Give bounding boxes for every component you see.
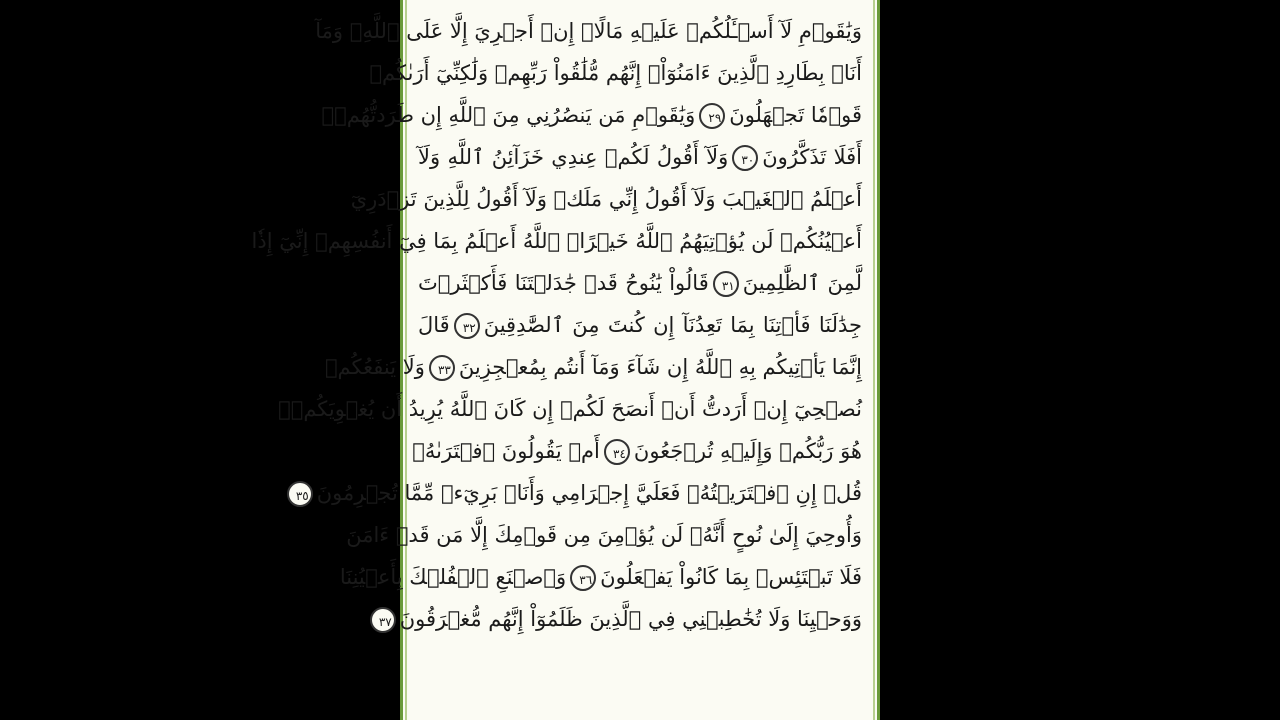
verse-text: وَيَٰقَوۡمِ مَن يَنصُرُنِي مِنَ ٱللَّهِ إِن طَرَدتُّهُمۡۚ <box>321 103 696 127</box>
verse-text: وَلَآ أَقُولُ لَكُمۡ عِندِي خَزَآئِنُ ٱللَّهِ وَلَآ <box>418 145 729 169</box>
ayah-number-marker: ٣٧ <box>370 607 396 633</box>
verse-text: وَلَا يَنفَعُكُمۡ <box>324 355 425 379</box>
verse-line <box>315 10 862 52</box>
ayah-number-marker: ٣١ <box>713 271 739 297</box>
ayah-number-marker: ٣٠ <box>732 145 758 171</box>
ayah-number-marker: ٣٢ <box>454 313 480 339</box>
verse-text: قُلۡ إِنِ ٱفۡتَرَيۡتُهُۥ فَعَلَيَّ إِجۡرَامِي وَأَنَا۠ بَرِيٓءٞ مِّمَّا تُجۡرِمُونَ <box>316 481 862 505</box>
verse-text: أَنَا۠ بِطَارِدِ ٱلَّذِينَ ءَامَنُوٓاْۚ إِنَّهُم مُّلَٰقُواْ رَبِّهِمۡ وَلَٰكِنِّيٓ أَرَىٰكُمۡ <box>369 61 862 85</box>
verse-line <box>346 514 862 556</box>
verse-text: جِدَٰلَنَا فَأۡتِنَا بِمَا تَعِدُنَآ إِن كُنتَ مِنَ ٱلصَّٰدِقِينَ <box>483 313 862 337</box>
verse-line <box>350 178 862 220</box>
verse-line <box>378 598 862 640</box>
verse-text: أَمۡ يَقُولُونَ ٱفۡتَرَىٰهُۖ <box>412 439 600 463</box>
verse-text: وَوَحۡيِنَا وَلَا تُخَٰطِبۡنِي فِي ٱلَّذِينَ ظَلَمُوٓاْ إِنَّهُم مُّغۡرَقُونَ <box>399 607 862 631</box>
verse-line <box>278 388 862 430</box>
ayah-number-marker: ٢٩ <box>699 103 725 129</box>
ayah-number-marker: ٣٦ <box>570 565 596 591</box>
ayah-number-marker: ٣٤ <box>604 439 630 465</box>
verse-text: قَالُواْ يَٰنُوحُ قَدۡ جَٰدَلۡتَنَا فَأَكۡثَرۡتَ <box>418 271 709 295</box>
verse-text: إِنَّمَا يَأۡتِيكُم بِهِ ٱللَّهُ إِن شَآءَ وَمَآ أَنتُم بِمُعۡجِزِينَ <box>458 355 862 379</box>
verse-line <box>295 472 862 514</box>
mushaf-page <box>251 0 880 720</box>
verse-text: أَعۡيُنُكُمۡ لَن يُؤۡتِيَهُمُ ٱللَّهُ خَيۡرًاۖ ٱللَّهُ أَعۡلَمُ بِمَا فِيٓ أَنفُسِهِمۡ إِنِّيٓ إِذٗا <box>251 229 862 253</box>
verse-text: أَعۡلَمُ ٱلۡغَيۡبَ وَلَآ أَقُولُ إِنِّي مَلَكٞ وَلَآ أَقُولُ لِلَّذِينَ تَزۡدَرِيٓ <box>350 187 862 211</box>
verse-line <box>418 304 862 346</box>
verse-text: قَالَ <box>418 313 450 337</box>
verse-text: وَيَٰقَوۡمِ لَآ أَسۡـَٔلُكُمۡ عَلَيۡهِ مَالًاۖ إِنۡ أَجۡرِيَ إِلَّا عَلَى ٱللَّهِۚ وَمَآ <box>315 19 862 43</box>
verse-line <box>418 136 862 178</box>
verse-line <box>412 430 862 472</box>
verse-line <box>369 52 862 94</box>
verse-text: وَأُوحِيَ إِلَىٰ نُوحٍ أَنَّهُۥ لَن يُؤۡمِنَ مِن قَوۡمِكَ إِلَّا مَن قَدۡ ءَامَنَ <box>346 523 862 547</box>
verse-lines <box>251 0 862 720</box>
verse-text: هُوَ رَبُّكُمۡ وَإِلَيۡهِ تُرۡجَعُونَ <box>633 439 862 463</box>
verse-text: وَٱصۡنَعِ ٱلۡفُلۡكَ بِأَعۡيُنِنَا <box>339 565 567 589</box>
verse-line <box>418 262 862 304</box>
verse-text: فَلَا تَبۡتَئِسۡ بِمَا كَانُواْ يَفۡعَلُونَ <box>600 565 862 589</box>
verse-text: لَّمِنَ ٱلظَّٰلِمِينَ <box>742 271 862 295</box>
verse-text: قَوۡمٗا تَجۡهَلُونَ <box>729 103 862 127</box>
verse-line <box>324 346 862 388</box>
verse-line <box>251 220 862 262</box>
verse-line <box>339 556 862 598</box>
verse-line <box>321 94 862 136</box>
ayah-number-marker: ٣٥ <box>287 481 313 507</box>
verse-text: نُصۡحِيٓ إِنۡ أَرَدتُّ أَنۡ أَنصَحَ لَكُمۡ إِن كَانَ ٱللَّهُ يُرِيدُ أَن يُغۡوِيَكُمۡۚ <box>278 397 862 421</box>
ayah-number-marker: ٣٣ <box>429 355 455 381</box>
verse-text: أَفَلَا تَذَكَّرُونَ <box>762 145 862 169</box>
